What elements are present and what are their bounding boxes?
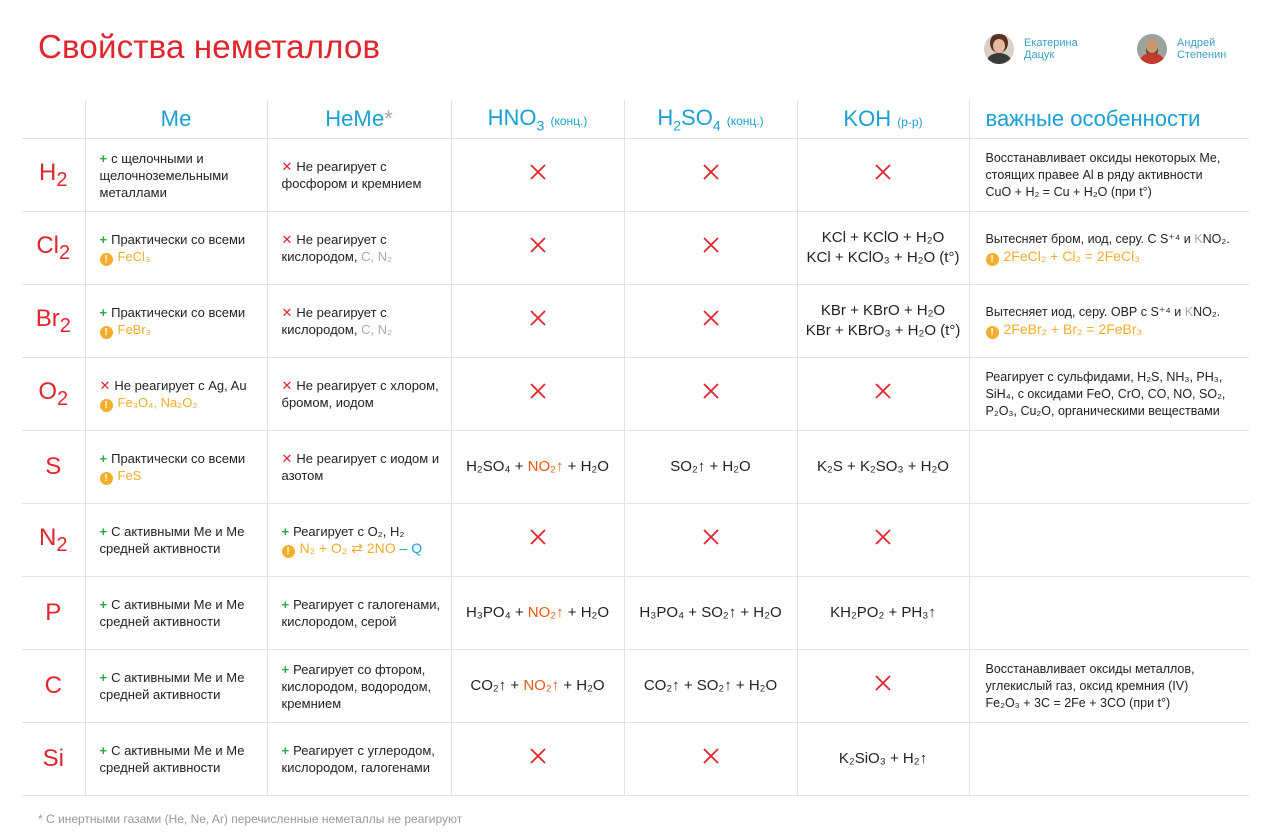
plus-icon: + — [99, 150, 108, 166]
header-hno3: $HNO_3$ (конц.) — [451, 100, 624, 139]
author-name — [1177, 37, 1247, 61]
features-cell — [969, 577, 1249, 650]
cross-icon — [874, 382, 892, 400]
neme-reaction: + Реагирует с O₂, H₂ ! N₂ + O₂ ⇄ 2NO – Q — [281, 523, 423, 557]
header-me: Ме — [85, 100, 267, 139]
neme-reaction: ✕ Не реагирует с кислородом, C, N₂ — [281, 305, 393, 337]
table-row — [22, 139, 1249, 212]
warning-icon: ! — [100, 253, 113, 266]
me-reaction: + С активными Ме и Ме средней активности — [99, 597, 245, 629]
table-row — [22, 723, 1249, 796]
hno3-reaction: H₃PO₄ + NO₂↑ + H₂O — [451, 577, 624, 650]
features-cell: Реагирует с сульфидами, H₂S, NH₃, PH₃, SiH₄, с оксидами FeO, CrO, CO, NO, SO₂, P₂O₃, Cu₂O, органическими веществами — [969, 358, 1249, 431]
page-title: Свойства неметаллов — [38, 28, 381, 65]
plus-icon: + — [281, 743, 290, 758]
me-reaction: + С активными Ме и Ме средней активности — [99, 524, 245, 556]
author-first-name: Андрей — [1177, 37, 1216, 49]
header-element — [22, 100, 85, 139]
header-h2so4: $H_2SO_4$ (конц.) — [624, 100, 797, 139]
cross-icon — [529, 528, 547, 546]
warning-icon: ! — [986, 326, 999, 339]
cross-icon: ✕ — [99, 377, 111, 393]
h2so4-reaction: CO₂↑ + SO₂↑ + H₂O — [624, 650, 797, 723]
features-cell: Восстанавливает оксиды металлов, углекислый газ, оксид кремния (IV) Fe₂O₃ + 3C = 2Fe + 3CO (при t°) — [969, 650, 1249, 723]
no-reaction-cell — [624, 285, 797, 358]
element-n2: $N_2$ — [22, 504, 85, 577]
no-reaction-cell — [451, 139, 624, 212]
warning-icon: ! — [282, 545, 295, 558]
features-cell: Восстанавливает оксиды некоторых Ме, стоящих правее Al в ряду активности CuO + H₂ = Cu + H₂O (при t°) — [969, 139, 1249, 212]
author-andrey — [1137, 34, 1247, 64]
me-reaction: + Практически со всеми ! FeBr₃ — [99, 304, 246, 338]
plus-icon: + — [99, 231, 108, 247]
author-first-name: Екатерина — [1024, 37, 1078, 49]
hno3-reaction: H₂SO₄ + NO₂↑ + H₂O — [451, 431, 624, 504]
warning-icon: ! — [100, 472, 113, 485]
table-header-row — [22, 100, 1249, 139]
element-s: S — [22, 431, 85, 504]
cross-icon: ✕ — [281, 159, 293, 174]
features-cell: Вытесняет бром, иод, серу. С S⁺⁴ и KNO₂. ! 2FeCl₂ + Cl₂ = 2FeCl₃ — [969, 212, 1249, 285]
plus-icon: + — [281, 661, 290, 677]
table-row — [22, 650, 1249, 723]
me-reaction: + Практически со всеми ! FeCl₃ — [99, 231, 246, 265]
header-neme: НеМе* — [267, 100, 451, 139]
author-last-name: Степенин — [1177, 49, 1227, 61]
cross-icon — [874, 528, 892, 546]
avatar — [1137, 34, 1167, 64]
cross-icon — [702, 236, 720, 254]
koh-reaction: KH₂PO₂ + PH₃↑ — [797, 577, 969, 650]
no-reaction-cell — [451, 723, 624, 796]
properties-table — [22, 100, 1249, 796]
cross-icon: ✕ — [281, 378, 293, 393]
header-koh: KOH (р-р) — [797, 100, 969, 139]
no-reaction-cell — [451, 504, 624, 577]
plus-icon: + — [99, 450, 108, 466]
table-row — [22, 577, 1249, 650]
me-reaction: + С активными Ме и Ме средней активности — [99, 743, 245, 775]
footnote: * С инертными газами (He, Ne, Ar) перечисленные неметаллы не реагируют — [38, 812, 463, 826]
table-row — [22, 358, 1249, 431]
element-h2: $H_2$ — [22, 139, 85, 212]
koh-reaction: K₂SiO₃ + H₂↑ — [797, 723, 969, 796]
neme-reaction: + Реагирует со фтором, кислородом, водородом, кремнием — [281, 661, 432, 711]
warning-icon: ! — [986, 253, 999, 266]
me-reaction: + С активными Ме и Ме средней активности — [99, 670, 245, 702]
author-ekaterina — [984, 34, 1094, 64]
cross-icon — [702, 309, 720, 327]
neme-reaction: ✕ Не реагирует с хлором, бромом, иодом — [281, 378, 439, 410]
no-reaction-cell — [451, 358, 624, 431]
cross-icon — [529, 236, 547, 254]
features-cell — [969, 431, 1249, 504]
cross-icon — [529, 382, 547, 400]
plus-icon: + — [281, 597, 290, 612]
element-cl2: $Cl_2$ — [22, 212, 85, 285]
no-reaction-cell — [797, 650, 969, 723]
cross-icon — [874, 674, 892, 692]
no-reaction-cell — [624, 358, 797, 431]
table-row — [22, 212, 1249, 285]
plus-icon: + — [99, 743, 108, 758]
neme-reaction: + Реагирует с углеродом, кислородом, галогенами — [281, 743, 435, 775]
cross-icon: ✕ — [281, 305, 293, 320]
cross-icon — [702, 528, 720, 546]
neme-reaction: ✕ Не реагирует с фосфором и кремнием — [281, 159, 422, 191]
hno3-reaction: CO₂↑ + NO₂↑ + H₂O — [451, 650, 624, 723]
table-row — [22, 285, 1249, 358]
author-last-name: Дацук — [1024, 49, 1055, 61]
table-row — [22, 431, 1249, 504]
plus-icon: + — [99, 304, 108, 320]
plus-icon: + — [99, 670, 108, 685]
neme-reaction: ✕ Не реагирует с кислородом, C, N₂ — [281, 232, 393, 264]
table-row — [22, 504, 1249, 577]
features-cell: Вытесняет иод, серу. ОВР с S⁺⁴ и KNO₂. ! 2FeBr₂ + Br₂ = 2FeBr₃ — [969, 285, 1249, 358]
element-o2: $O_2$ — [22, 358, 85, 431]
plus-icon: + — [99, 597, 108, 612]
cross-icon — [529, 309, 547, 327]
header-features: важные особенности — [969, 100, 1249, 139]
cross-icon: ✕ — [281, 451, 293, 466]
avatar — [984, 34, 1014, 64]
element-p: P — [22, 577, 85, 650]
neme-reaction: ✕ Не реагирует с иодом и азотом — [281, 451, 440, 483]
no-reaction-cell — [624, 723, 797, 796]
cross-icon — [702, 747, 720, 765]
plus-icon: + — [281, 523, 290, 539]
no-reaction-cell — [624, 504, 797, 577]
me-reaction: + с щелочными и щелочноземельными металлами — [99, 150, 229, 200]
no-reaction-cell — [797, 139, 969, 212]
no-reaction-cell — [624, 139, 797, 212]
features-cell — [969, 504, 1249, 577]
koh-reaction: K₂S + K₂SO₃ + H₂O — [797, 431, 969, 504]
cross-icon — [702, 163, 720, 181]
cross-icon — [702, 382, 720, 400]
h2so4-reaction: H₃PO₄ + SO₂↑ + H₂O — [624, 577, 797, 650]
plus-icon: + — [99, 524, 108, 539]
no-reaction-cell — [624, 212, 797, 285]
neme-reaction: + Реагирует с галогенами, кислородом, серой — [281, 597, 441, 629]
koh-reaction: KBr + KBrO + H₂O KBr + KBrO₃ + H₂O (t°) — [797, 285, 969, 358]
no-reaction-cell — [451, 285, 624, 358]
element-br2: $Br_2$ — [22, 285, 85, 358]
no-reaction-cell — [451, 212, 624, 285]
cross-icon — [874, 163, 892, 181]
element-si: Si — [22, 723, 85, 796]
cross-icon: ✕ — [281, 232, 293, 247]
h2so4-reaction: SO₂↑ + H₂O — [624, 431, 797, 504]
cross-icon — [529, 163, 547, 181]
features-cell — [969, 723, 1249, 796]
koh-reaction: KCl + KClO + H₂O KCl + KClO₃ + H₂O (t°) — [797, 212, 969, 285]
warning-icon: ! — [100, 326, 113, 339]
no-reaction-cell — [797, 504, 969, 577]
element-c: C — [22, 650, 85, 723]
warning-icon: ! — [100, 399, 113, 412]
author-name — [1024, 37, 1094, 61]
me-reaction: ✕ Не реагирует с Ag, Au ! Fe₃O₄, Na₂O₂ — [99, 377, 247, 411]
no-reaction-cell — [797, 358, 969, 431]
me-reaction: + Практически со всеми ! FeS — [99, 450, 246, 484]
cross-icon — [529, 747, 547, 765]
